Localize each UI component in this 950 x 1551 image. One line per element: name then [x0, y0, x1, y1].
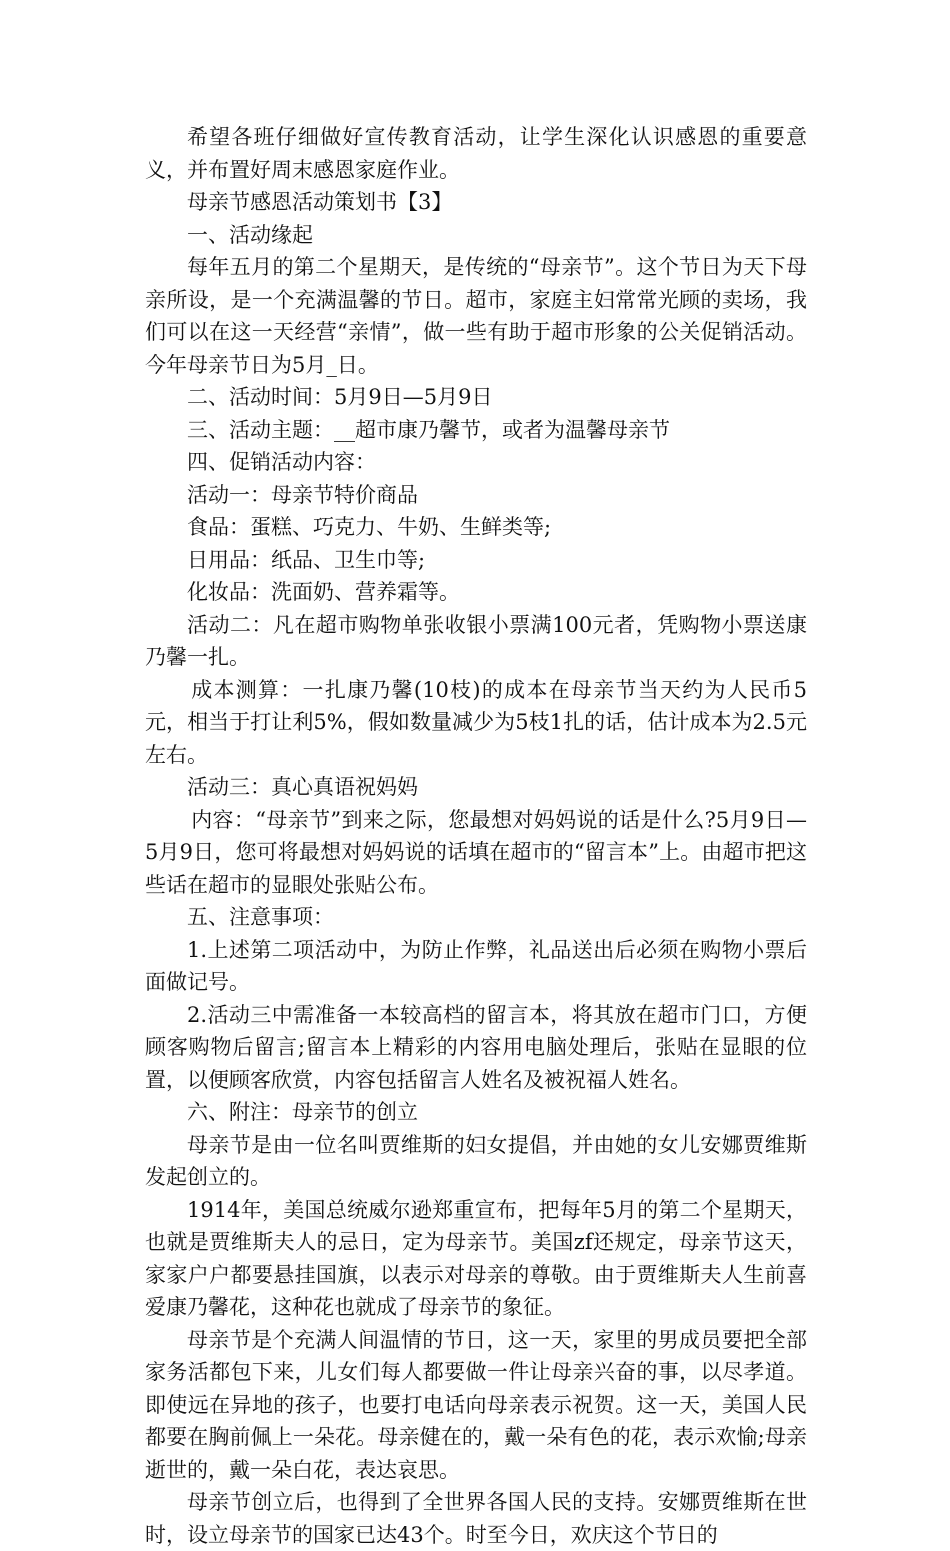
activity-two: 活动二：凡在超市购物单张收银小票满100元者，凭购物小票送康乃馨一扎。 [145, 612, 807, 669]
activity-one: 活动一：母亲节特价商品 [187, 482, 418, 507]
document-body [145, 121, 807, 1551]
note-two: 2.活动三中需准备一本较高档的留言本，将其放在超市门口，方便顾客购物后留言;留言本上精彩的内容用电脑处理后，张贴在显眼的位置，以便顾客欣赏，内容包括留言人姓名及被祝福人姓名。 [145, 1002, 807, 1092]
paragraph-cost: 成本测算：一扎康乃馨(10枝)的成本在母亲节当天约为人民币5元，相当于打让利5%，假如数量减少为5枝1扎的话，估计成本为2.5元左右。 [145, 677, 807, 767]
heading-theme: 三、活动主题：__超市康乃馨节，或者为温馨母亲节 [187, 417, 670, 442]
heading-promotion: 四、促销活动内容： [187, 450, 376, 474]
heading-origin: 一、活动缘起 [187, 222, 313, 247]
paragraph-origin: 每年五月的第二个星期天，是传统的“母亲节”。这个节日为天下母亲所设，是一个充满温馨的节日。超市，家庭主妇常常光顾的卖场，我们可以在这一天经营“亲情”，做一些有助于超市形象的公关促销活动。今年母亲节日为5月_日。 [145, 255, 807, 377]
list-item-food: 食品：蛋糕、巧克力、牛奶、生鲜类等; [187, 515, 552, 539]
list-item-cosmetics: 化妆品：洗面奶、营养霜等。 [187, 580, 460, 604]
heading-time: 二、活动时间：5月9日—5月9日 [187, 385, 493, 409]
list-item-daily: 日用品：纸品、卫生巾等; [187, 547, 426, 572]
heading-appendix: 六、附注：母亲节的创立 [187, 1100, 418, 1124]
section-title: 母亲节感恩活动策划书【3】 [187, 190, 453, 214]
paragraph-intro: 希望各班仔细做好宣传教育活动，让学生深化认识感恩的重要意义，并布置好周末感恩家庭作业。 [145, 125, 807, 182]
paragraph-founder: 母亲节是由一位名叫贾维斯的妇女提倡，并由她的女儿安娜贾维斯发起创立的。 [145, 1132, 807, 1189]
heading-notes: 五、注意事项： [187, 905, 334, 929]
activity-three: 活动三：真心真语祝妈妈 [187, 775, 418, 799]
paragraph-1914: 1914年，美国总统威尔逊郑重宣布，把每年5月的第二个星期天，也就是贾维斯夫人的忌日，定为母亲节。美国zf还规定，母亲节这天，家家户户都要悬挂国旗，以表示对母亲的尊敬。由于贾维斯夫人生前喜爱康乃馨花，这种花也就成了母亲节的象征。 [145, 1197, 807, 1319]
note-one: 1.上述第二项活动中，为防止作弊，礼品送出后必须在购物小票后面做记号。 [145, 937, 807, 994]
paragraph-worldwide: 母亲节创立后，也得到了全世界各国人民的支持。安娜贾维斯在世时，设立母亲节的国家已达43个。时至今日，欢庆这个节日的 [145, 1490, 807, 1547]
paragraph-celebration: 母亲节是个充满人间温情的节日，这一天，家里的男成员要把全部家务活都包下来，儿女们每人都要做一件让母亲兴奋的事，以尽孝道。即使远在异地的孩子，也要打电话向母亲表示祝贺。这一天，美国人民都要在胸前佩上一朵花。母亲健在的，戴一朵有色的花，表示欢愉;母亲逝世的，戴一朵白花，表达哀思。 [145, 1327, 807, 1482]
paragraph-content: 内容：“母亲节”到来之际，您最想对妈妈说的话是什么?5月9日—5月9日，您可将最想对妈妈说的话填在超市的“留言本”上。由超市把这些话在超市的显眼处张贴公布。 [145, 807, 807, 897]
